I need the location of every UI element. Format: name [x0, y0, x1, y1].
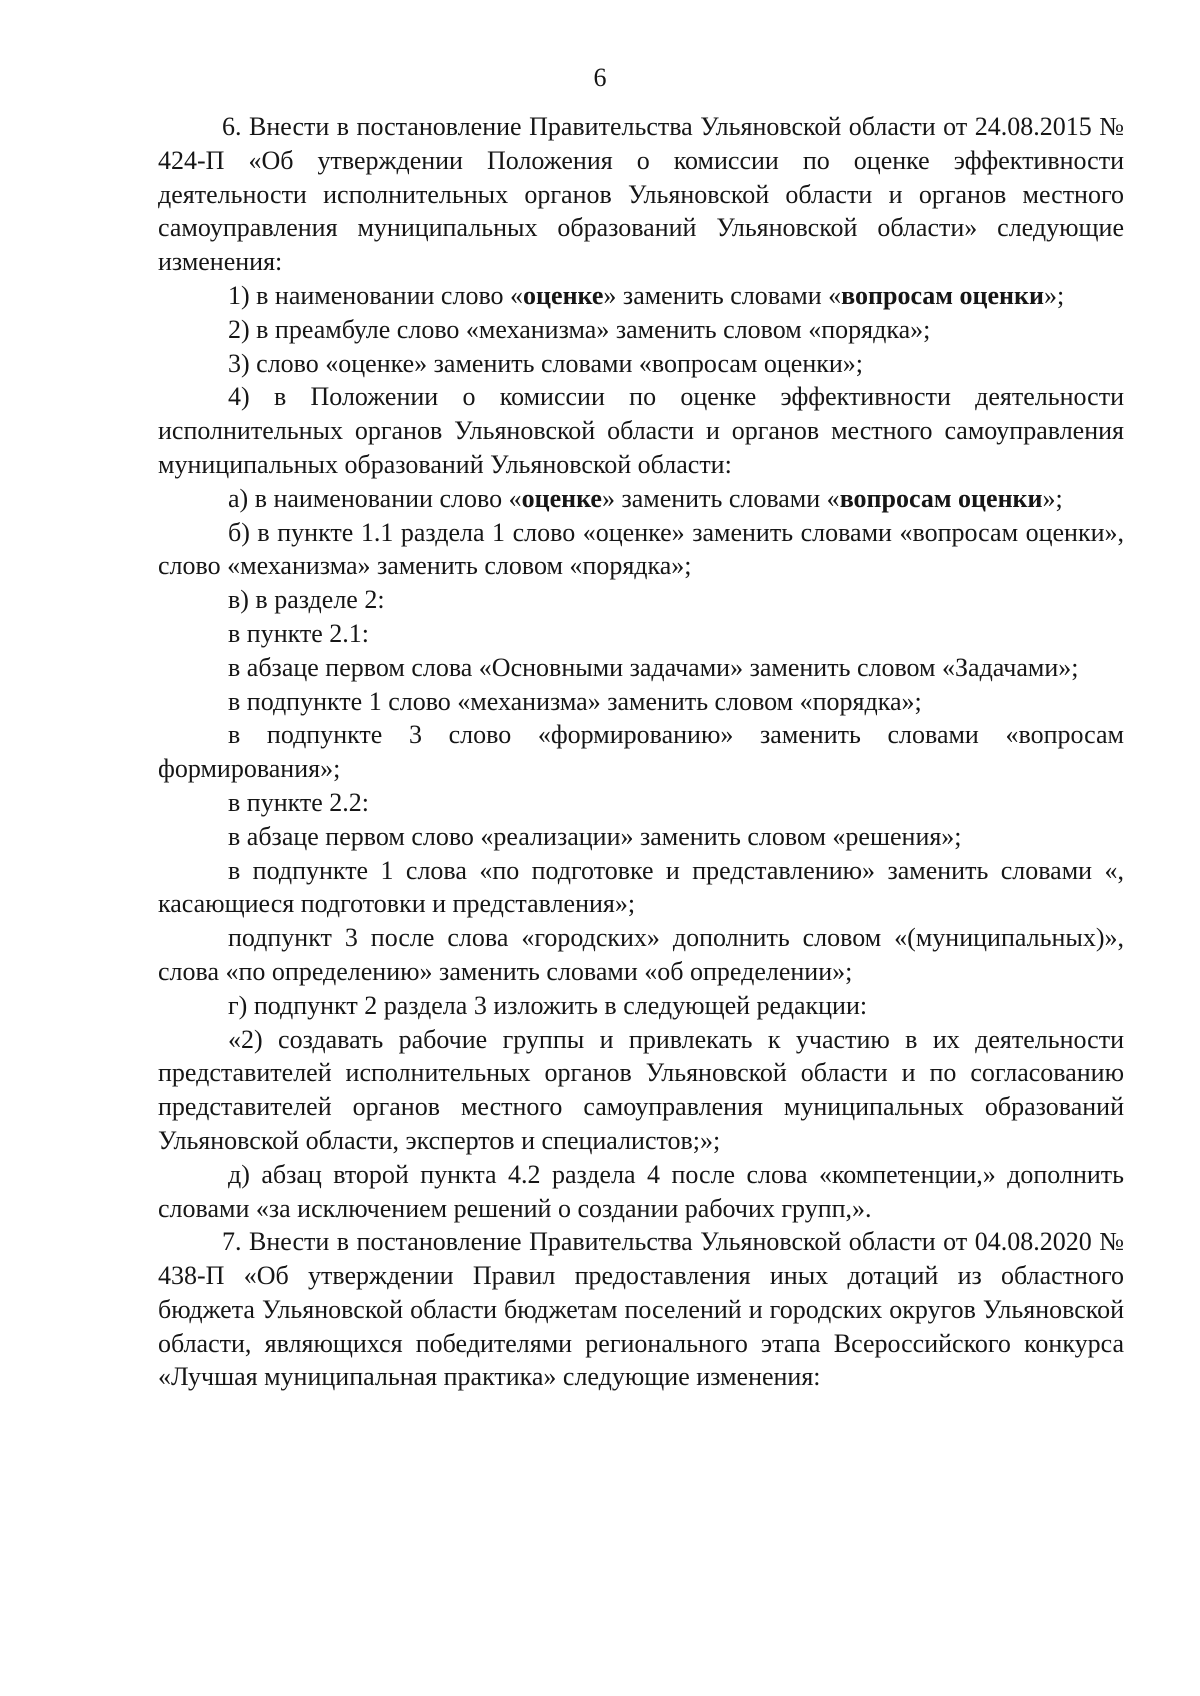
paragraph-point-2-1-abzac: в абзаце первом слова «Основными задачами» заменить словом «Задачами»;	[228, 652, 1079, 682]
bold-text: оценке	[523, 280, 604, 310]
paragraph-subitem-4b: б) в пункте 1.1 раздела 1 слово «оценке» заменить словами «вопросам оценки», слово «механизма» заменить словом «порядка»;	[158, 517, 1124, 581]
paragraph-point-2-2-sub1: в подпункте 1 слова «по подготовке и представлению» заменить словами «, касающиеся подготовки и представления»;	[158, 855, 1124, 919]
paragraph-subitem-1: 1) в наименовании слово «оценке» заменить словами «вопросам оценки»;	[228, 280, 1065, 310]
paragraph-point-2-1-sub1: в подпункте 1 слово «механизма» заменить словом «порядка»;	[228, 686, 922, 716]
document-body	[158, 110, 1124, 1394]
paragraph-point-2-2-sub3: подпункт 3 после слова «городских» дополнить словом «(муниципальных)», слова «по определению» заменить словами «об определении»;	[158, 923, 1124, 986]
paragraph-item-7: 7. Внести в постановление Правительства Ульяновской области от 04.08.2020 № 438-П «Об утверждении Правил предоставления иных дотаций из областного бюджета Ульяновской области бюджетам поселений и городских округов Ульяновской области, являющихся победителями регионального этапа Всероссийского конкурса «Лучшая муниципальная практика» следующие изменения:	[158, 1227, 1124, 1392]
bold-text: вопросам оценки	[841, 280, 1044, 310]
paragraph-point-2-2: в пункте 2.2:	[228, 787, 370, 817]
paragraph-item-6: 6. Внести в постановление Правительства Ульяновской области от 24.08.2015 № 424-П «Об утверждении Положения о комиссии по оценке эффективности деятельности исполнительных органов Ульяновской области и органов местного самоуправления муниципальных образований Ульяновской области» следующие изменения:	[158, 112, 1124, 277]
paragraph-subitem-4g: г) подпункт 2 раздела 3 изложить в следующей редакции:	[228, 990, 868, 1020]
paragraph-subitem-4d: д) абзац второй пункта 4.2 раздела 4 после слова «компетенции,» дополнить словами «за исключением решений о создании рабочих групп,».	[158, 1159, 1124, 1223]
paragraph-point-2-1-sub3: в подпункте 3 слово «формированию» заменить словами «вопросам формирования»;	[158, 720, 1124, 784]
bold-text: оценке	[521, 483, 602, 513]
paragraph-subitem-4: 4) в Положении о комиссии по оценке эффективности деятельности исполнительных органов Ульяновской области и органов местного самоуправления муниципальных образований Ульяновской области:	[158, 382, 1124, 479]
paragraph-quote-new-wording: «2) создавать рабочие группы и привлекать к участию в их деятельности представителей исполнительных органов Ульяновской области и по согласованию представителей органов местного самоуправления муниципальных образований Ульяновской области, экспертов и специалистов;»;	[158, 1024, 1124, 1155]
paragraph-subitem-4a: а) в наименовании слово «оценке» заменить словами «вопросам оценки»;	[228, 483, 1063, 513]
paragraph-subitem-4v: в) в разделе 2:	[228, 585, 385, 615]
paragraph-subitem-3: 3) слово «оценке» заменить словами «вопросам оценки»;	[228, 348, 864, 378]
page-number: 6	[593, 63, 607, 92]
paragraph-point-2-2-abzac: в абзаце первом слово «реализации» заменить словом «решения»;	[228, 821, 962, 851]
paragraph-point-2-1: в пункте 2.1:	[228, 618, 370, 648]
bold-text: вопросам оценки	[839, 483, 1043, 513]
paragraph-subitem-2: 2) в преамбуле слово «механизма» заменить словом «порядка»;	[228, 314, 931, 344]
